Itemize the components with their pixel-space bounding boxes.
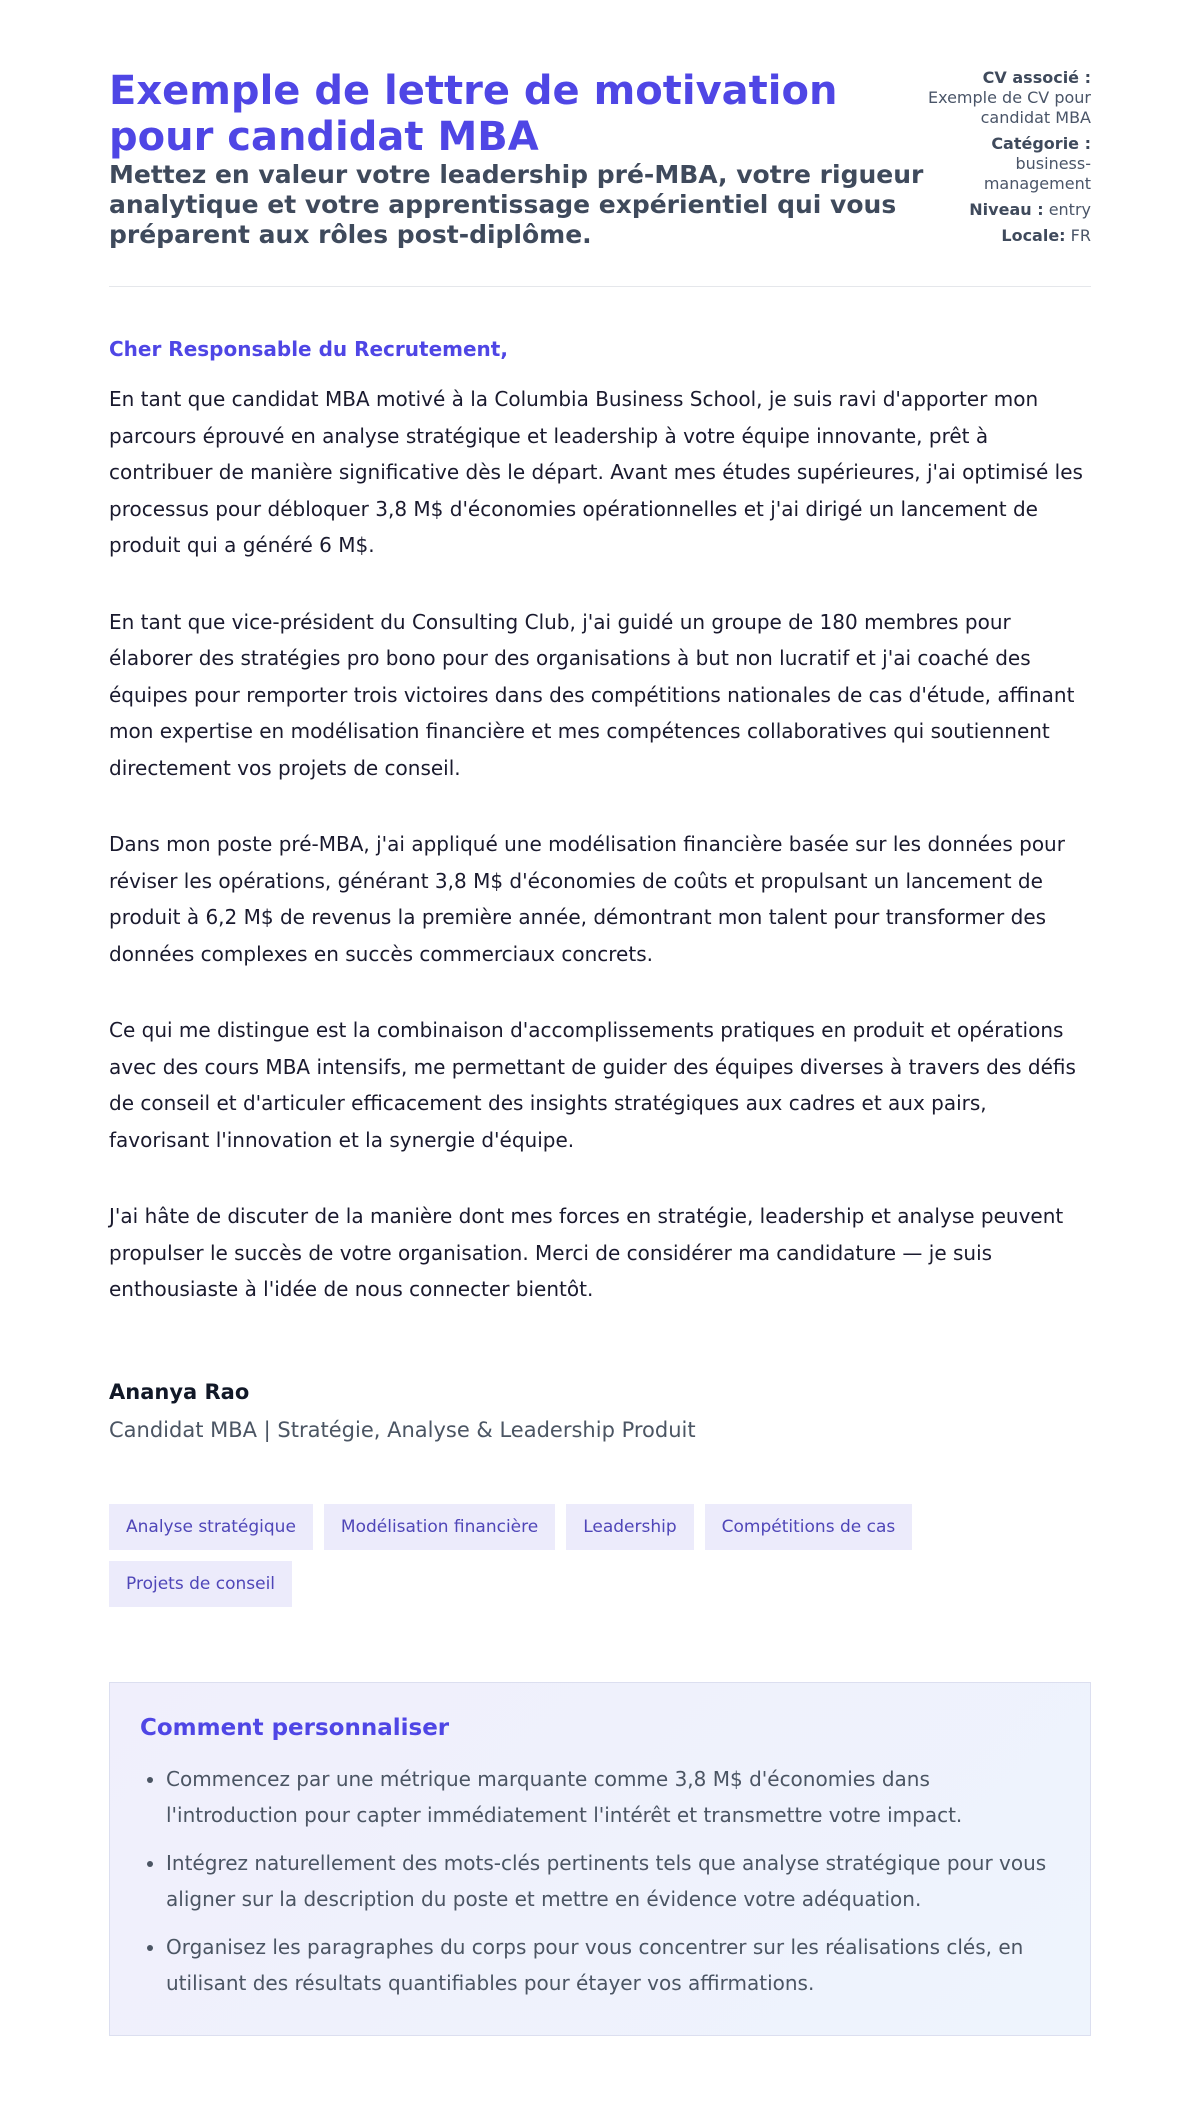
meta-panel [924,68,1091,252]
meta-locale-label: Locale: [1001,226,1066,245]
skill-tag: Leadership [566,1504,693,1550]
skill-tag: Analyse stratégique [109,1504,313,1550]
skill-tag: Projets de conseil [109,1561,292,1607]
meta-category-value: business-management [983,154,1091,193]
signature-name: Ananya Rao [109,1379,250,1404]
meta-cv-value: Exemple de CV pour candidat MBA [928,88,1091,127]
page-subtitle: Mettez en valeur votre leadership pré-MBA, votre rigueur analytique et votre apprentissage expérientiel qui vous préparent aux rôles post-diplôme. [109,160,924,249]
tip-item: • Commencez par une métrique marquante comme 3,8 M$ d'économies dans l'introduction pour capter immédiatement l'intérêt et transmettre votre impact. [166,1761,1060,1833]
page-header [109,68,1091,287]
tips-list [140,1761,1060,2001]
page-title: Exemple de lettre de motivation pour candidat MBA [109,68,838,160]
salutation: Cher Responsable du Recrutement, [109,337,508,361]
letter-paragraph: En tant que candidat MBA motivé à la Columbia Business School, je suis ravi d'apporter mon parcours éprouvé en analyse stratégique et leadership à votre équipe innovante, prêt à contribuer de manière significative dès le départ. Avant mes études supérieures, j'ai optimisé les processus pour débloquer 3,8 M$ d'économies opérationnelles et j'ai dirigé un lancement de produit qui a généré 6 M$. [109,387,1083,557]
tip-item: • Organisez les paragraphes du corps pour vous concentrer sur les réalisations clés, en utilisant des résultats quantifiables pour étayer vos affirmations. [166,1929,1060,2001]
meta-locale [924,226,1091,246]
meta-category [924,134,1091,194]
tip-item: • Intégrez naturellement des mots-clés pertinents tels que analyse stratégique pour vous aligner sur la description du poste et mettre en évidence votre adéquation. [166,1845,1060,1917]
tips-title: Comment personnaliser [140,1714,450,1741]
letter-paragraph: Dans mon poste pré-MBA, j'ai appliqué une modélisation financière basée sur les données pour réviser les opérations, générant 3,8 M$ d'économies de coûts et propulsant un lancement de produit à 6,2 M$ de revenus la première année, démontrant mon talent pour transformer des données complexes en succès commerciaux concrets. [109,832,1065,966]
skill-tags [109,1504,1009,1607]
header-titles [109,68,924,250]
meta-locale-value: FR [1070,226,1091,245]
customization-tips [109,1682,1091,2036]
letter-paragraph: En tant que vice-président du Consulting Club, j'ai guidé un groupe de 180 membres pour élaborer des stratégies pro bono pour des organisations à but non lucratif et j'ai coaché des équipes pour remporter trois victoires dans des compétitions nationales de cas d'étude, affinant mon expertise en modélisation financière et mes compétences collaboratives qui soutiennent directement vos projets de conseil. [109,609,1075,780]
meta-level-label: Niveau : [969,200,1044,219]
meta-level-value: entry [1048,200,1091,219]
meta-cv [924,68,1091,128]
meta-level [924,200,1091,220]
skill-tag: Modélisation financière [324,1504,555,1550]
letter-paragraph: J'ai hâte de discuter de la manière dont mes forces en stratégie, leadership et analyse peuvent propulser le succès de votre organisation. Merci de considérer ma candidature — je suis enthousiaste à l'idée de nous connecter bientôt. [109,1204,1064,1301]
letter-body [109,337,1091,1442]
skill-tag: Compétitions de cas [705,1504,913,1550]
meta-cv-label: CV associé : [982,68,1091,87]
letter-paragraph: Ce qui me distingue est la combinaison d'accomplissements pratiques en produit et opérations avec des cours MBA intensifs, me permettant de guider des équipes diverses à travers des défis de conseil et d'articuler efficacement des insights stratégiques aux cadres et aux pairs, favorisant l'innovation et la synergie d'équipe. [109,1018,1076,1152]
meta-category-label: Catégorie : [991,134,1091,153]
signature-title: Candidat MBA | Stratégie, Analyse & Leadership Produit [109,1417,696,1442]
